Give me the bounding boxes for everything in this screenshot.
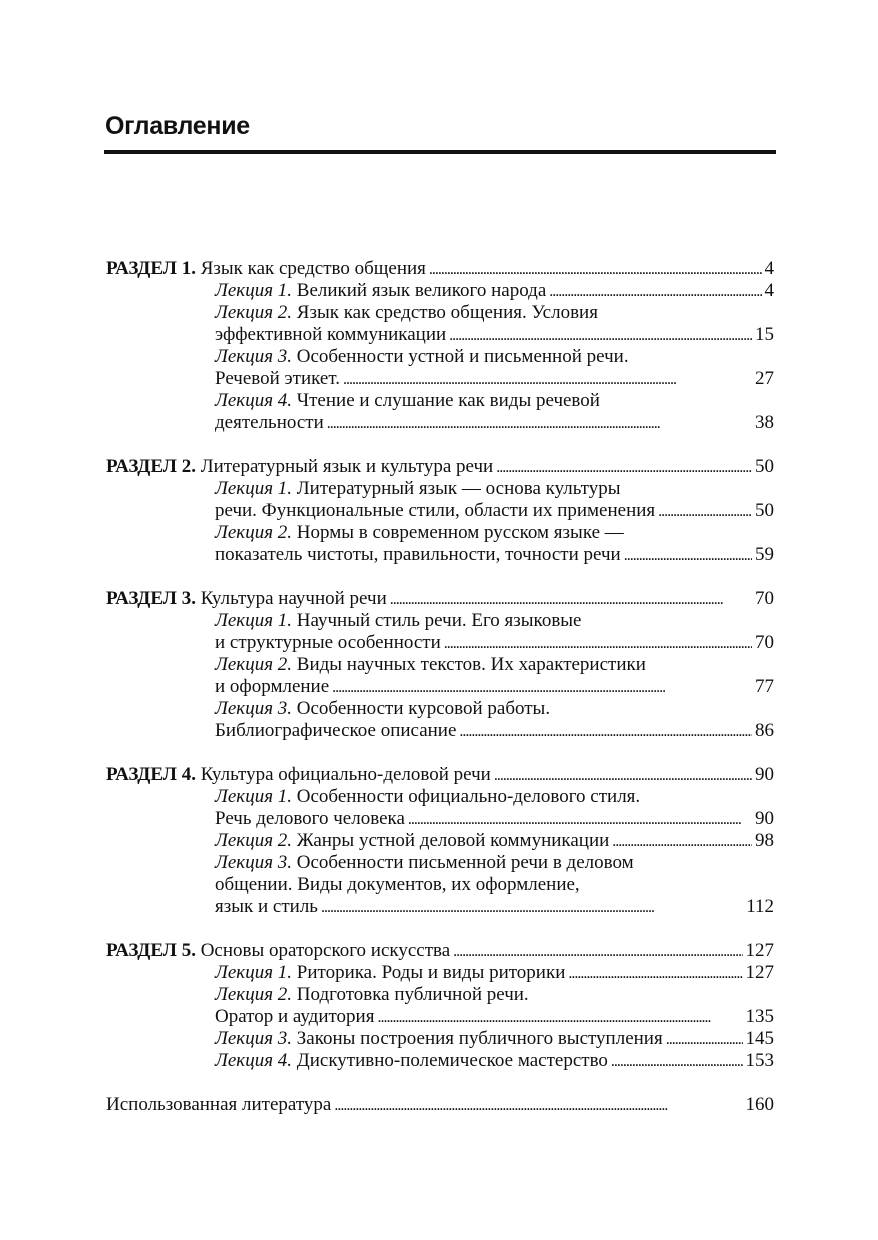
lecture-number: Лекция 1. xyxy=(215,610,293,631)
section-entry[interactable] xyxy=(106,258,774,280)
lecture-title: Речевой этикет. xyxy=(215,368,340,389)
lecture-entry-line[interactable] xyxy=(106,698,774,720)
dot-leader xyxy=(449,324,752,347)
page-number: 127 xyxy=(745,940,774,961)
page-number: 4 xyxy=(764,280,774,301)
section-label: РАЗДЕЛ 2. xyxy=(106,456,196,477)
page-number: 50 xyxy=(755,456,774,477)
dot-leader xyxy=(494,764,752,787)
dot-leader xyxy=(453,940,742,963)
dot-leader xyxy=(377,1006,742,1029)
section-entry[interactable] xyxy=(106,456,774,478)
section-entry[interactable] xyxy=(106,764,774,786)
lecture-entry-line[interactable] xyxy=(106,280,774,302)
lecture-title: Особенности официально-делового стиля. xyxy=(296,786,641,807)
page-number: 135 xyxy=(745,1006,774,1027)
section-title: Основы ораторского искусства xyxy=(200,940,451,961)
page-number: 38 xyxy=(755,412,774,433)
toc-section xyxy=(106,940,774,1072)
lecture-entry-line[interactable] xyxy=(106,412,774,434)
lecture-entry-line[interactable] xyxy=(106,500,774,522)
lecture-number: Лекция 1. xyxy=(215,786,293,807)
dot-leader xyxy=(429,258,762,281)
title-rule xyxy=(104,150,776,154)
section-label: РАЗДЕЛ 5. xyxy=(106,940,196,961)
lecture-entry-line[interactable] xyxy=(106,346,774,368)
lecture-entry-line[interactable] xyxy=(106,786,774,808)
dot-leader xyxy=(568,962,742,985)
lecture-number: Лекция 2. xyxy=(215,302,293,323)
toc-section xyxy=(106,456,774,566)
page-number: 153 xyxy=(745,1050,774,1071)
lecture-entry-line[interactable] xyxy=(106,1028,774,1050)
lecture-title: Оратор и аудитория xyxy=(215,1006,375,1027)
lecture-number: Лекция 2. xyxy=(215,830,293,851)
lecture-number: Лекция 4. xyxy=(215,1050,293,1071)
lecture-entry-line[interactable] xyxy=(106,852,774,874)
lecture-title: Особенности устной и письменной речи. xyxy=(296,346,629,367)
lecture-title: язык и стиль xyxy=(215,896,318,917)
references-title: Использованная литература xyxy=(106,1094,332,1115)
page-number: 86 xyxy=(755,720,774,741)
page-number: 77 xyxy=(755,676,774,697)
lecture-entry-line[interactable] xyxy=(106,896,774,918)
lecture-entry-line[interactable] xyxy=(106,830,774,852)
lecture-title: и оформление xyxy=(215,676,330,697)
toc-section xyxy=(106,764,774,918)
lecture-title: Подготовка публичной речи. xyxy=(296,984,529,1005)
page-number: 145 xyxy=(745,1028,774,1049)
table-of-contents xyxy=(106,258,774,1116)
lecture-entry-line[interactable] xyxy=(106,610,774,632)
lecture-number: Лекция 1. xyxy=(215,962,293,983)
lecture-title: Литературный язык — основа культуры xyxy=(296,478,621,499)
dot-leader xyxy=(658,500,752,523)
references-entry[interactable] xyxy=(106,1094,774,1116)
section-entry[interactable] xyxy=(106,940,774,962)
lecture-title: речи. Функциональные стили, области их применения xyxy=(215,500,656,521)
lecture-title: Нормы в современном русском языке — xyxy=(296,522,624,543)
section-label: РАЗДЕЛ 1. xyxy=(106,258,196,279)
lecture-title: Великий язык великого народа xyxy=(296,280,547,301)
lecture-entry-line[interactable] xyxy=(106,632,774,654)
dot-leader xyxy=(390,588,752,611)
lecture-entry-line[interactable] xyxy=(106,654,774,676)
dot-leader xyxy=(549,280,761,303)
page-number: 59 xyxy=(755,544,774,565)
section-title: Культура научной речи xyxy=(200,588,387,609)
lecture-title: Виды научных текстов. Их характеристики xyxy=(296,654,646,675)
lecture-title: Особенности курсовой работы. xyxy=(296,698,551,719)
dot-leader xyxy=(459,720,752,743)
lecture-title: Язык как средство общения. Условия xyxy=(296,302,598,323)
section-label: РАЗДЕЛ 3. xyxy=(106,588,196,609)
page-number: 90 xyxy=(755,808,774,829)
dot-leader xyxy=(343,368,752,391)
page-number: 4 xyxy=(764,258,774,279)
lecture-entry-line[interactable] xyxy=(106,478,774,500)
page-number: 112 xyxy=(746,896,774,917)
lecture-number: Лекция 2. xyxy=(215,984,293,1005)
lecture-title: Особенности письменной речи в деловом xyxy=(296,852,634,873)
page-number: 127 xyxy=(745,962,774,983)
toc-section xyxy=(106,588,774,742)
lecture-number: Лекция 1. xyxy=(215,280,293,301)
lecture-title: Законы построения публичного выступления xyxy=(296,1028,663,1049)
lecture-title: эффективной коммуникации xyxy=(215,324,447,345)
lecture-entry-line[interactable] xyxy=(106,302,774,324)
dot-leader xyxy=(334,1094,742,1117)
lecture-title: Библиографическое описание xyxy=(215,720,457,741)
lecture-entry-line[interactable] xyxy=(106,1006,774,1028)
dot-leader xyxy=(327,412,752,435)
lecture-number: Лекция 2. xyxy=(215,654,293,675)
lecture-entry-line[interactable] xyxy=(106,544,774,566)
section-title: Литературный язык и культура речи xyxy=(200,456,494,477)
section-label: РАЗДЕЛ 4. xyxy=(106,764,196,785)
lecture-title: общении. Виды документов, их оформление, xyxy=(215,874,580,895)
lecture-number: Лекция 3. xyxy=(215,852,293,873)
page-number: 27 xyxy=(755,368,774,389)
lecture-entry-line[interactable] xyxy=(106,962,774,984)
lecture-entry-line[interactable] xyxy=(106,522,774,544)
section-title: Культура официально-деловой речи xyxy=(200,764,491,785)
page-number: 15 xyxy=(755,324,774,345)
dot-leader xyxy=(444,632,752,655)
lecture-title: Научный стиль речи. Его языковые xyxy=(296,610,582,631)
lecture-title: деятельности xyxy=(215,412,324,433)
page-number: 70 xyxy=(755,632,774,653)
lecture-number: Лекция 1. xyxy=(215,478,293,499)
lecture-entry-line[interactable] xyxy=(106,390,774,412)
dot-leader xyxy=(612,830,752,853)
lecture-number: Лекция 2. xyxy=(215,522,293,543)
dot-leader xyxy=(611,1050,743,1073)
dot-leader xyxy=(666,1028,743,1051)
lecture-title: показатель чистоты, правильности, точности речи xyxy=(215,544,621,565)
lecture-number: Лекция 4. xyxy=(215,390,293,411)
page-number: 98 xyxy=(755,830,774,851)
lecture-entry-line[interactable] xyxy=(106,676,774,698)
lecture-entry-line[interactable] xyxy=(106,808,774,830)
page-title: Оглавление xyxy=(105,112,250,140)
lecture-entry-line[interactable] xyxy=(106,720,774,742)
lecture-title: и структурные особенности xyxy=(215,632,441,653)
page-number: 70 xyxy=(755,588,774,609)
lecture-number: Лекция 3. xyxy=(215,1028,293,1049)
dot-leader xyxy=(624,544,752,567)
dot-leader xyxy=(496,456,752,479)
lecture-number: Лекция 3. xyxy=(215,346,293,367)
lecture-title: Риторика. Роды и виды риторики xyxy=(296,962,566,983)
page-number: 160 xyxy=(745,1094,774,1115)
dot-leader xyxy=(408,808,752,831)
lecture-number: Лекция 3. xyxy=(215,698,293,719)
lecture-entry-line[interactable] xyxy=(106,984,774,1006)
lecture-title: Чтение и слушание как виды речевой xyxy=(296,390,600,411)
lecture-entry-line[interactable] xyxy=(106,324,774,346)
dot-leader xyxy=(321,896,743,919)
lecture-entry-line[interactable] xyxy=(106,1050,774,1072)
section-title: Язык как средство общения xyxy=(200,258,426,279)
page-number: 90 xyxy=(755,764,774,785)
section-entry[interactable] xyxy=(106,588,774,610)
lecture-entry-line[interactable] xyxy=(106,368,774,390)
toc-section xyxy=(106,258,774,434)
dot-leader xyxy=(332,676,752,699)
lecture-title: Речь делового человека xyxy=(215,808,405,829)
page-number: 50 xyxy=(755,500,774,521)
lecture-entry-line[interactable] xyxy=(106,874,774,896)
lecture-title: Жанры устной деловой коммуникации xyxy=(296,830,610,851)
lecture-title: Дискутивно-полемическое мастерство xyxy=(296,1050,608,1071)
